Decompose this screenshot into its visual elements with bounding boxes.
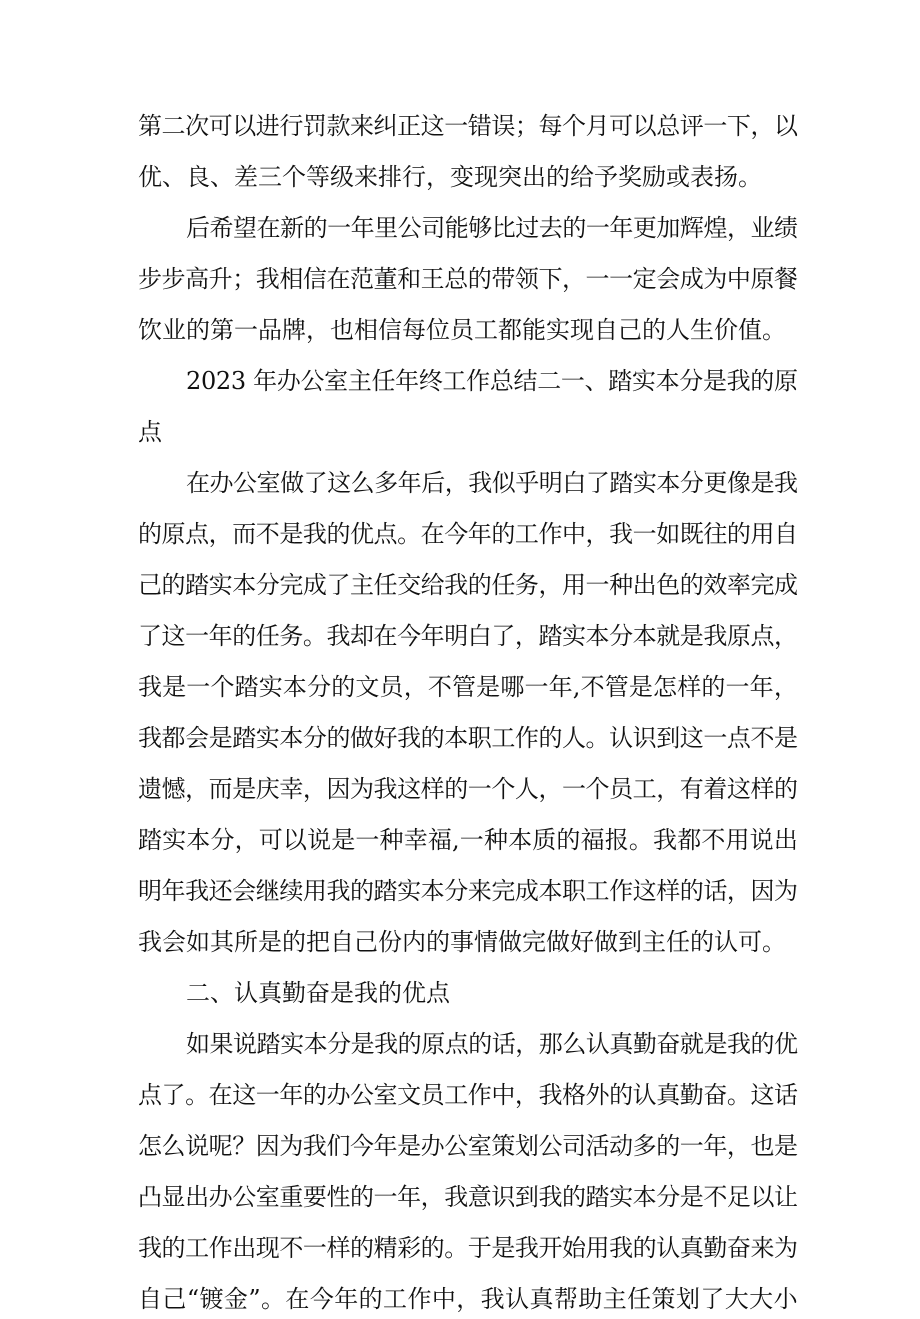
text-line-24: 自己“镀金”。在今年的工作中，我认真帮助主任策划了大大小 [138,1285,798,1313]
text-line-20: 点了。在这一年的办公室文员工作中，我格外的认真勤奋。这话 [138,1081,798,1109]
text-line-23: 我的工作出现不一样的精彩的。于是我开始用我的认真勤奋来为 [138,1234,798,1262]
text-line-5: 饮业的第一品牌，也相信每位员工都能实现自己的人生价值。 [138,316,786,344]
text-line-22: 凸显出办公室重要性的一年，我意识到我的踏实本分是不足以让 [138,1183,798,1211]
text-line-17: 我会如其所是的把自己份内的事情做完做好做到主任的认可。 [138,928,786,956]
text-line-14: 遗憾，而是庆幸，因为我这样的一个人，一个员工，有着这样的 [138,775,798,803]
text-line-6: 2023 年办公室主任年终工作总结二一、踏实本分是我的原 [186,367,798,395]
text-line-10: 己的踏实本分完成了主任交给我的任务，用一种出色的效率完成 [138,571,798,599]
text-line-4: 步步高升；我相信在范董和王总的带领下，一一定会成为中原餐 [138,265,798,293]
text-line-12: 我是一个踏实本分的文员，不管是哪一年,不管是怎样的一年， [138,673,798,701]
text-line-8: 在办公室做了这么多年后，我似乎明白了踏实本分更像是我 [186,469,798,497]
text-line-2: 优、良、差三个等级来排行，变现突出的给予奖励或表扬。 [138,163,762,191]
text-line-19: 如果说踏实本分是我的原点的话，那么认真勤奋就是我的优 [186,1030,798,1058]
text-line-1: 第二次可以进行罚款来纠正这一错误；每个月可以总评一下，以 [138,112,798,140]
text-line-7: 点 [138,418,162,446]
text-line-21: 怎么说呢？因为我们今年是办公室策划公司活动多的一年，也是 [138,1132,798,1160]
text-line-9: 的原点，而不是我的优点。在今年的工作中，我一如既往的用自 [138,520,798,548]
text-line-3: 后希望在新的一年里公司能够比过去的一年更加辉煌，业绩 [186,214,798,242]
section-heading: 二、认真勤奋是我的优点 [186,979,450,1007]
text-line-15: 踏实本分，可以说是一种幸福,一种本质的福报。我都不用说出 [138,826,798,854]
text-line-11: 了这一年的任务。我却在今年明白了，踏实本分本就是我原点， [138,622,798,650]
text-line-16: 明年我还会继续用我的踏实本分来完成本职工作这样的话，因为 [138,877,798,905]
text-line-13: 我都会是踏实本分的做好我的本职工作的人。认识到这一点不是 [138,724,798,752]
